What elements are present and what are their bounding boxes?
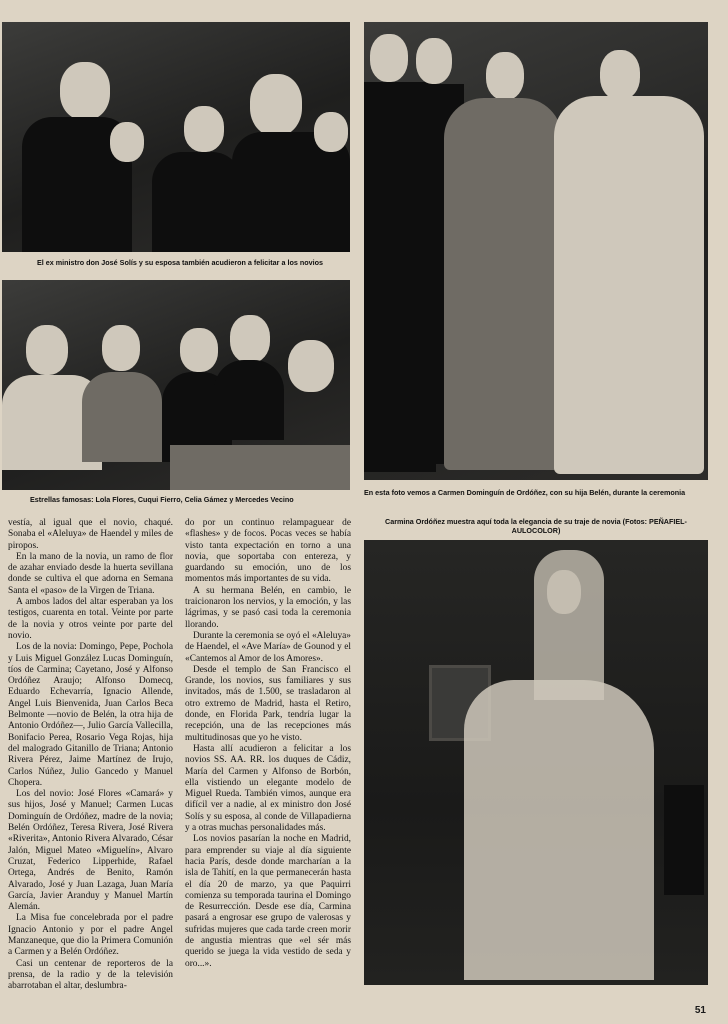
- paragraph: Los novios pasarían la noche en Madrid, para emprender su viaje al día siguiente hacia París, desde donde marcharían a la isla de Tahití, en la que permanecerán hasta el día 20 de marzo, ya que Paquirri comienza su temporada taurina el Domingo de Resurrección. Desde ese día, Carmina pasará a engrosar ese grupo de valerosas y sufridas mujeres que cada tarde creen morir de angustia mientras que «el sér más querido se juega la vida vestido de seda y oro...».: [185, 834, 351, 969]
- article-column-middle: [185, 518, 351, 970]
- caption-carmina-dress: Carmina Ordóñez muestra aquí toda la elegancia de su traje de novia (Fotos: PEÑAFIEL-AULOCOLOR): [385, 517, 687, 535]
- paragraph: Desde el templo de San Francisco el Grande, los novios, sus familiares y sus invitados, más de 1.500, se trasladaron al otro extremo de Madrid, hasta el Retiro, donde, en Florida Park, tendría lugar la recepción, una de las recepciones más multitudinosas que yo he visto.: [185, 664, 351, 743]
- article-column-left: [8, 518, 173, 992]
- page-number: 51: [694, 1005, 706, 1016]
- paragraph: En la mano de la novia, un ramo de flor de azahar enviado desde la huerta sevillana donde se cultiva el que adorna en Semana Santa el «paso» de la Virgen de Triana.: [8, 551, 173, 596]
- photo-carmen-belen: [364, 22, 708, 480]
- caption-solis: El ex ministro don José Solís y su esposa también acudieron a felicitar a los novios: [37, 258, 323, 267]
- paragraph: A su hermana Belén, en cambio, le traicionaron los nervios, y la emoción, y las lágrimas, y se pasó casi toda la ceremonia llorando.: [185, 585, 351, 630]
- paragraph: Hasta allí acudieron a felicitar a los novios SS. AA. RR. los duques de Cádiz, María del Carmen y Alfonso de Borbón, ella vistiendo un elegante modelo de Miguel Rueda. También vimos, aunque era difícil ver a nadie, al ex ministro don José Solís y su esposa, al conde de Villapadierna y a otras muchas personalidades más.: [185, 743, 351, 834]
- paragraph: Los de la novia: Domingo, Pepe, Pochola y Luis Miguel González Lucas Dominguín, tíos de Carmina; Cayetano, José y Alfonso Ordóñez Araujo; Alfonso Domecq, Eduardo Echevarría, Ignacio Allende, Angel Luis Bienvenida, Juan Carlos Beca Belmonte —novio de Belén, la otra hija de Antonio Ordóñez—, Julio García Vallecilla, Bonifacio Perea, Rosario Vega Rojas, hija del malogrado Gitanillo de Triana; Antonio Rivera Pérez, Jaime Martínez de Irujo, Carlos Núñez, Julio Gancedo y Manuel Chopera.: [8, 642, 173, 788]
- paragraph: La Misa fue concelebrada por el padre Ignacio Antonio y por el padre Angel Manzaneque, que dio la Primera Comunión a Carmen y a Belén Ordóñez.: [8, 913, 173, 958]
- paragraph: Casi un centenar de reporteros de la prensa, de la radio y de la televisión abarrotaban el altar, deslumbra-: [8, 958, 173, 992]
- paragraph: Durante la ceremonia se oyó el «Aleluya» de Haendel, el «Ave María» de Gounod y el «Cantemos al Amor de los Amores».: [185, 630, 351, 664]
- paragraph: Los del novio: José Flores «Camará» y sus hijos, José y Manuel; Carmen Lucas Dominguín de Ordóñez, madre de la novia; Belén Ordóñez, Teresa Rivera, José Rivera «Riverita», Antonio Rivera Alvarado, César Jalón, Miguel Mateo «Miguelín», Alvaro Cruzat, Federico Lipperhide, Rafael Ortega, Andrés de Benito, Ramón Alvarado, José y Juan Lazaga, Juan María García, Javier Aranduy y Manuel Martín Alemán.: [8, 789, 173, 913]
- caption-stars: Estrellas famosas: Lola Flores, Cuqui Fierro, Celia Gámez y Mercedes Vecino: [30, 495, 294, 504]
- paragraph: do por un continuo relampaguear de «flashes» y de focos. Pocas veces se había visto tanta expectación en torno a una novia, que soportaba con entereza, y guardando su emoción, uno de los momentos más importantes de su vida.: [185, 518, 351, 585]
- caption-carmen-belen: En esta foto vemos a Carmen Dominguín de Ordóñez, con su hija Belén, durante la ceremonia: [364, 488, 686, 497]
- photo-solis-couple: [2, 22, 350, 252]
- photo-bride-carmina: [364, 540, 708, 985]
- paragraph: A ambos lados del altar esperaban ya los testigos, cuarenta en total. Veinte por parte de la novia y otros veinte por parte del novio.: [8, 597, 173, 641]
- paragraph: vestía, al igual que el novio, chaqué. Sonaba el «Aleluya» de Haendel y miles de piropos.: [8, 518, 173, 551]
- photo-famous-stars: [2, 280, 350, 490]
